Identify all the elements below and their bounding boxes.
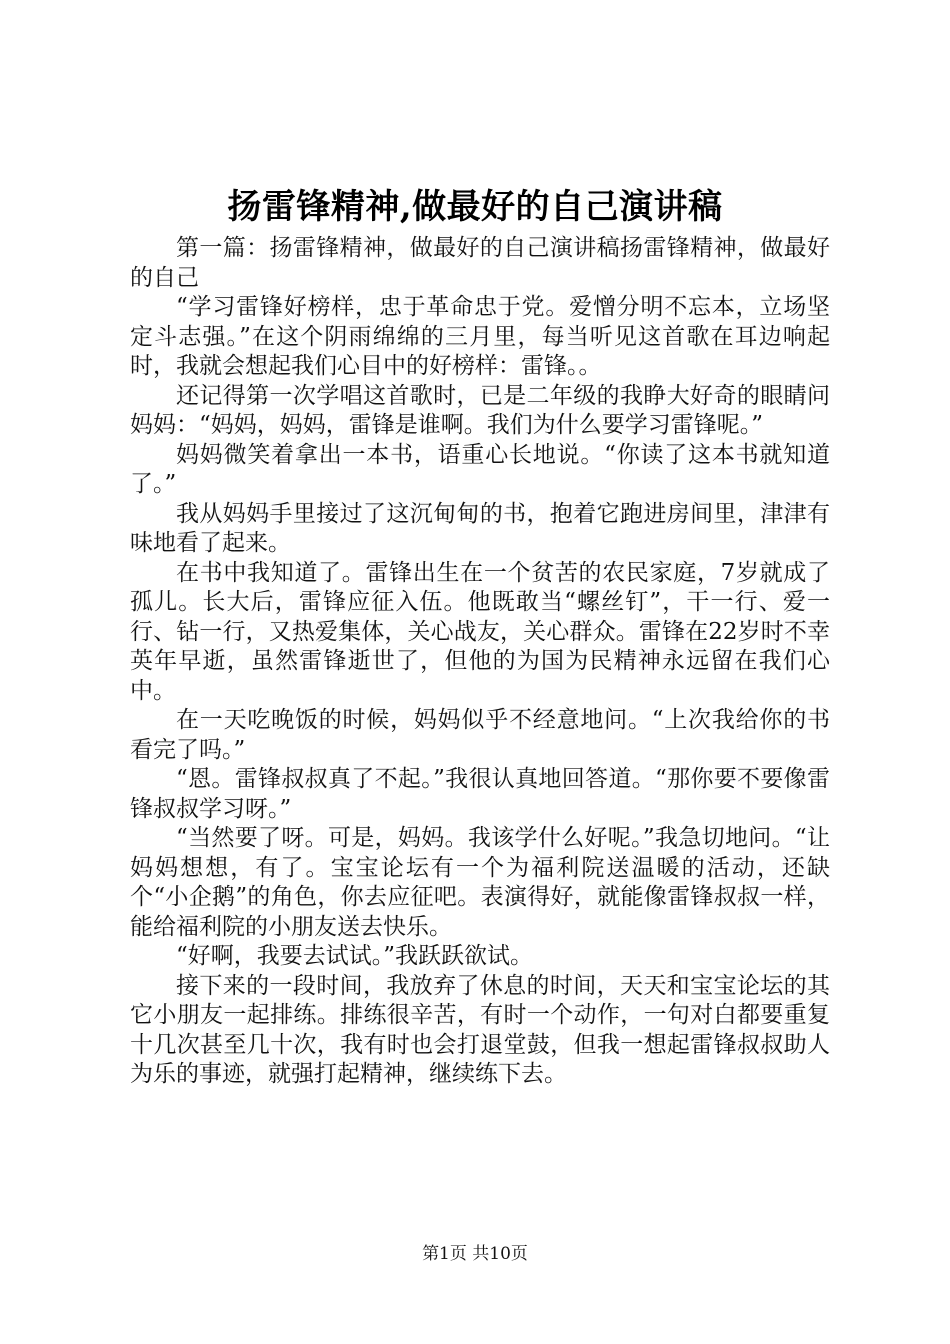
paragraph-11: 接下来的一段时间，我放弃了休息的时间，天天和宝宝论坛的其它小朋友一起排练。排练很辛苦，有时一个动作，一句对白都要重复十几次甚至几十次，我有时也会打退堂鼓，但我一想起雷锋叔叔助人为乐的事迹，就强打起精神，继续练下去。 (130, 972, 830, 1087)
paragraph-2: “学习雷锋好榜样，忠于革命忠于党。爱憎分明不忘本，立场坚定斗志强。”在这个阴雨绵绵的三月里，每当听见这首歌在耳边响起时，我就会想起我们心目中的好榜样：雷锋。。 (130, 294, 830, 379)
document-body (130, 234, 830, 1090)
paragraph-9: “当然要了呀。可是，妈妈。我该学什么好呢。”我急切地问。“让妈妈想想，有了。宝宝论坛有一个为福利院送温暖的活动，还缺个“小企鹅”的角色，你去应征吧。表演得好，就能像雷锋叔叔一样，能给福利院的小朋友送去快乐。 (130, 825, 830, 940)
page-footer: 第1页 共10页 (422, 1244, 528, 1264)
paragraph-8: “恩。雷锋叔叔真了不起。”我很认真地回答道。“那你要不要像雷锋叔叔学习呀。” (130, 766, 830, 822)
paragraph-4: 妈妈微笑着拿出一本书，语重心长地说。“你读了这本书就知道了。” (130, 441, 830, 497)
paragraph-5: 我从妈妈手里接过了这沉甸甸的书，抱着它跑进房间里，津津有味地看了起来。 (130, 500, 830, 556)
paragraph-10: “好啊，我要去试试。”我跃跃欲试。 (176, 943, 534, 969)
paragraph-7: 在一天吃晚饭的时候，妈妈似乎不经意地问。“上次我给你的书看完了吗。” (130, 707, 830, 763)
document-title: 扬雷锋精神,做最好的自己演讲稿 (227, 187, 723, 227)
paragraph-6: 在书中我知道了。雷锋出生在一个贫苦的农民家庭，7岁就成了孤儿。长大后，雷锋应征入伍。他既敢当“螺丝钉”，干一行、爱一行、钻一行，又热爱集体，关心战友，关心群众。雷锋在22岁时不幸英年早逝，虽然雷锋逝世了，但他的为国为民精神永远留在我们心中。 (130, 559, 830, 704)
paragraph-1: 第一篇：扬雷锋精神，做最好的自己演讲稿扬雷锋精神，做最好的自己 (130, 235, 830, 291)
paragraph-3: 还记得第一次学唱这首歌时，已是二年级的我睁大好奇的眼睛问妈妈：“妈妈，妈妈，雷锋是谁啊。我们为什么要学习雷锋呢。” (130, 382, 830, 438)
